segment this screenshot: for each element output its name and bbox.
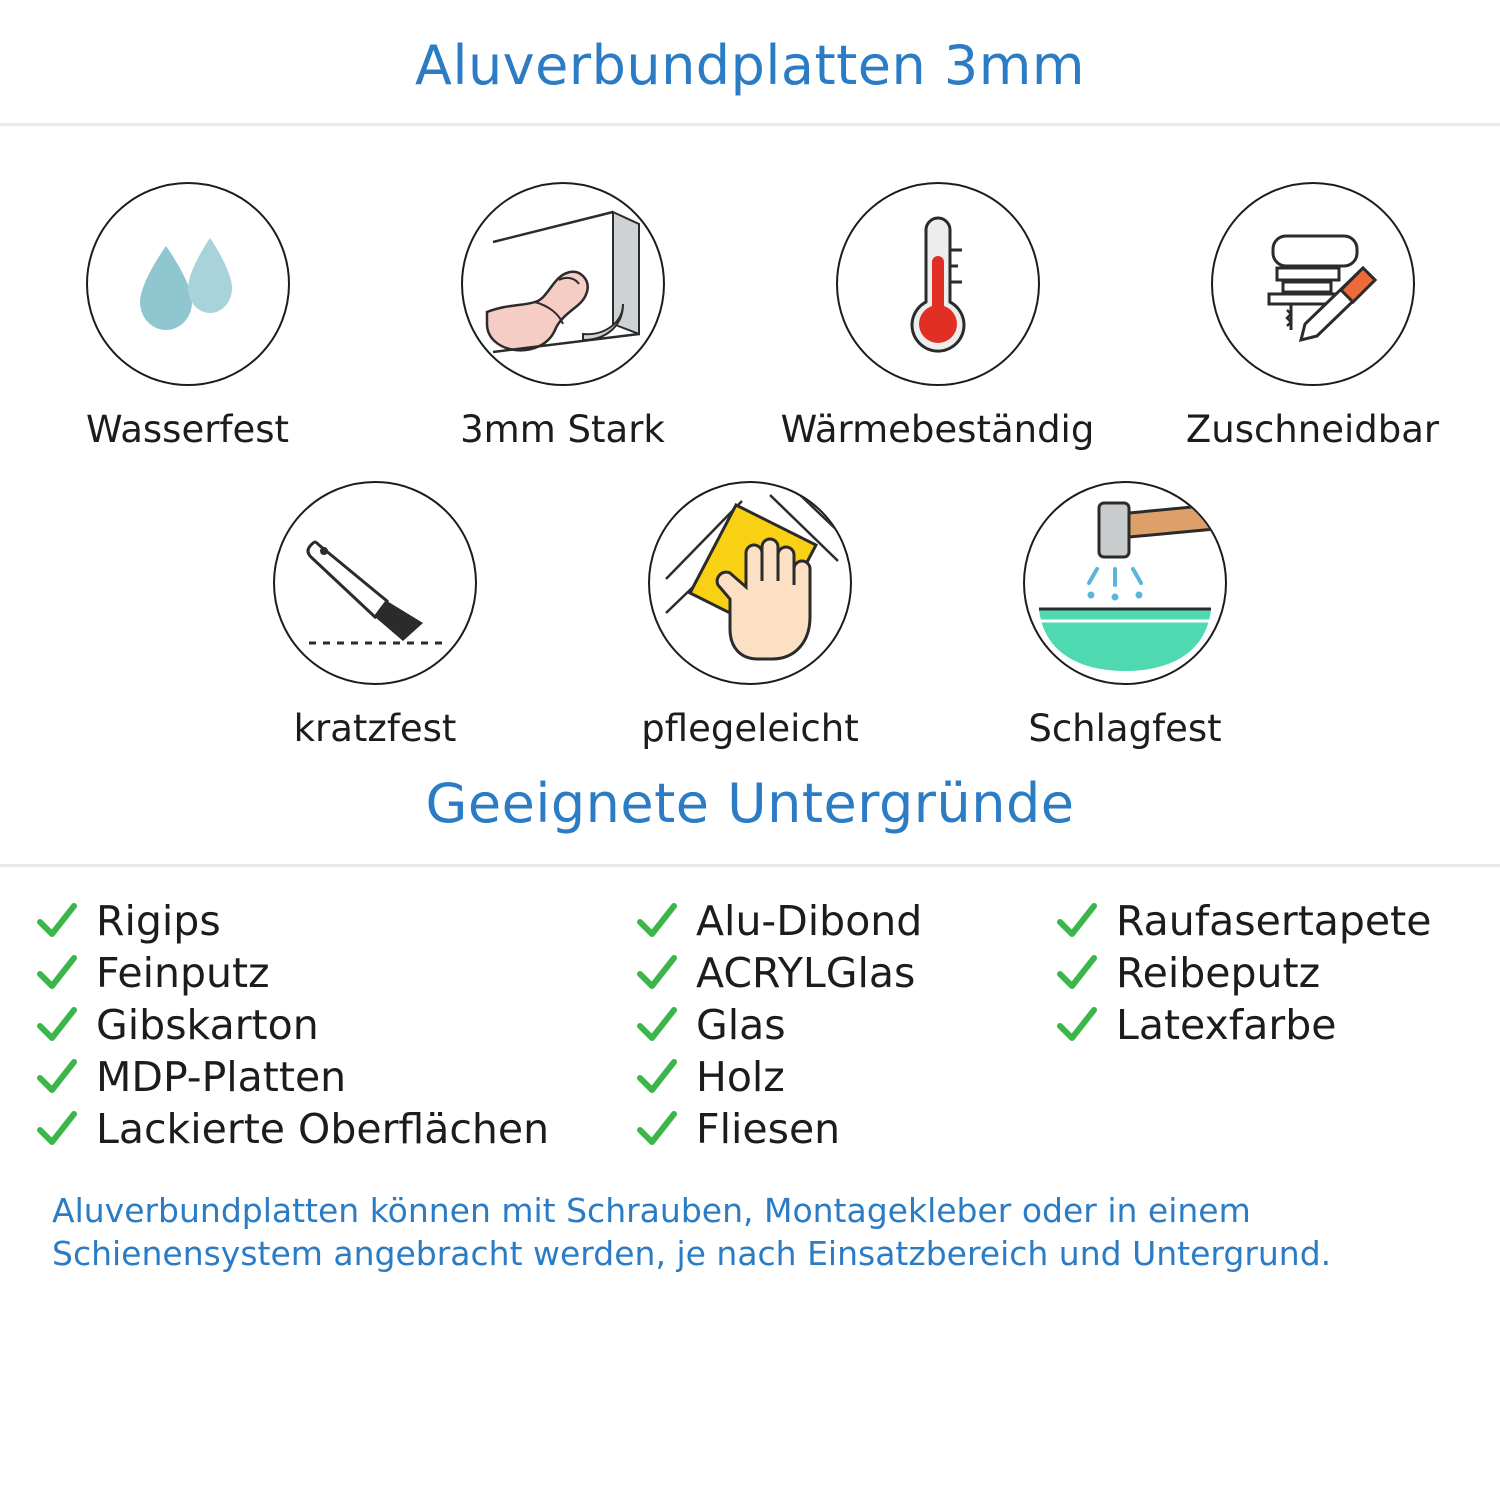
surfaces-column-1 <box>34 895 634 1155</box>
list-item-label: Glas <box>696 1000 786 1049</box>
surfaces-column-3 <box>1054 895 1494 1155</box>
list-item-label: Holz <box>696 1052 785 1101</box>
check-icon <box>1054 950 1100 996</box>
cleaning-hand-cloth-icon <box>648 481 852 685</box>
footnote-text: Aluverbundplatten können mit Schrauben, Montagekleber oder in einem Schienensystem angebracht werden, je nach Einsatzbereich und Untergrund. <box>52 1190 1332 1274</box>
section-title-untergruende: Geeignete Untergründe <box>425 772 1075 836</box>
feature-label: 3mm Stark <box>460 408 665 452</box>
check-icon <box>1054 898 1100 944</box>
feature-label: Wasserfest <box>86 408 289 452</box>
list-item <box>634 895 1054 947</box>
feature-schlagfest <box>938 481 1313 750</box>
feature-3mm-stark <box>375 182 750 451</box>
check-icon <box>634 950 680 996</box>
check-icon <box>34 898 80 944</box>
list-item-label: Fliesen <box>696 1104 841 1153</box>
list-item-label: Gibskarton <box>96 1000 319 1049</box>
page-title: Aluverbundplatten 3mm <box>415 34 1085 97</box>
list-item-label: Rigips <box>96 896 221 945</box>
check-icon <box>1054 1002 1100 1048</box>
check-icon <box>634 1054 680 1100</box>
surfaces-column-2 <box>634 895 1054 1155</box>
list-item <box>1054 999 1494 1051</box>
list-item-label: Raufasertapete <box>1116 896 1432 945</box>
list-item <box>34 999 634 1051</box>
list-item <box>634 1103 1054 1155</box>
list-item <box>1054 895 1494 947</box>
list-item-label: MDP-Platten <box>96 1052 347 1101</box>
hammer-impact-icon <box>1023 481 1227 685</box>
list-item <box>634 1051 1054 1103</box>
check-icon <box>634 1002 680 1048</box>
check-icon <box>34 1106 80 1152</box>
list-item <box>34 947 634 999</box>
list-item <box>34 895 634 947</box>
list-item-label: Reibeputz <box>1116 948 1321 997</box>
feature-label: Zuschneidbar <box>1185 408 1440 452</box>
list-item-label: Latexfarbe <box>1116 1000 1337 1049</box>
flexing-arm-icon <box>461 182 665 386</box>
check-icon <box>634 898 680 944</box>
feature-pflegeleicht <box>563 481 938 750</box>
check-icon <box>34 950 80 996</box>
list-item-label: Feinputz <box>96 948 270 997</box>
check-icon <box>634 1106 680 1152</box>
feature-row-2 <box>0 481 1500 750</box>
feature-wasserfest <box>0 182 375 451</box>
list-item <box>634 947 1054 999</box>
list-item <box>34 1051 634 1103</box>
list-item <box>34 1103 634 1155</box>
surfaces-list <box>34 867 1500 1155</box>
feature-label: Wärmebeständig <box>780 408 1095 452</box>
list-item-label: ACRYLGlas <box>696 948 916 997</box>
feature-label: pflegeleicht <box>641 707 859 751</box>
list-item <box>634 999 1054 1051</box>
list-item <box>1054 947 1494 999</box>
list-item-label: Lackierte Oberflächen <box>96 1104 550 1153</box>
title-divider <box>0 123 1500 126</box>
thermometer-icon <box>836 182 1040 386</box>
check-icon <box>34 1054 80 1100</box>
check-icon <box>34 1002 80 1048</box>
feature-kratzfest <box>188 481 563 750</box>
feature-label: kratzfest <box>293 707 457 751</box>
feature-zuschneidbar <box>1125 182 1500 451</box>
feature-waermebestaendig <box>750 182 1125 451</box>
knife-scratch-icon <box>273 481 477 685</box>
jigsaw-cutter-icon <box>1211 182 1415 386</box>
list-item-label: Alu-Dibond <box>696 896 923 945</box>
feature-label: Schlagfest <box>1028 707 1222 751</box>
water-drops-icon <box>86 182 290 386</box>
feature-row-1 <box>0 182 1500 451</box>
